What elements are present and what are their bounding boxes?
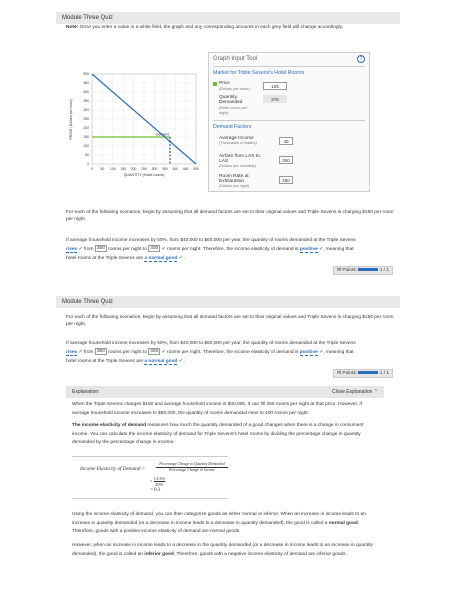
- price-legend-icon: [213, 82, 217, 86]
- q2-direction-select[interactable]: rises: [66, 350, 78, 355]
- demand-chart[interactable]: [66, 68, 206, 200]
- inferior-good-term: inferior good: [144, 551, 174, 557]
- points-icon: ✉: [337, 268, 342, 273]
- price-input[interactable]: 125: [263, 82, 287, 90]
- airfare-label: Airfare from LAX to LAS: [219, 154, 260, 164]
- x-tick-label: 100: [109, 167, 116, 171]
- check-icon: ✓: [319, 247, 324, 252]
- explanation-p4-c: . Therefore, goods with a negative income elasticity of demand are inferior goods.: [173, 551, 347, 557]
- question-2: If average household income increases by 50%, from $40,000 to $60,000 per year, the quantity of rooms demanded at the Triple Sevens rises ✓ from 350 rooms per night to 400 ✓ rooms per night. Therefore, the income elasticity of demand is positive ✓, meaning that hotel rooms at the Triple Sevens are a normal good ✓ .: [66, 341, 356, 364]
- normal-good-term: normal good: [328, 520, 358, 526]
- y-tick-label: 400: [83, 90, 89, 95]
- check-icon: ✓: [319, 350, 324, 355]
- formula-lhs-text: Income Elasticity of Demand: [80, 466, 141, 472]
- divider: [213, 120, 365, 121]
- income-unit: (Thousands of dollars): [219, 141, 257, 145]
- q2-meaning: , meaning that: [323, 350, 354, 355]
- formula-fraction: [156, 462, 228, 472]
- note-label: Note:: [66, 25, 79, 30]
- formula-lhs: Income Elasticity of Demand =: [80, 466, 146, 472]
- quantity-value: 375: [263, 95, 287, 103]
- quiz-header: [56, 12, 400, 24]
- explanation-p3-a: Using the income elasticity of demand, you can then categorize goods as either normal or inferior. When an increase in income leads to an increase in quantity demanded (or a decrease in income leads to a decrease in quantity demanded), the good is called a: [72, 512, 366, 526]
- quiz-header: [56, 296, 400, 308]
- points-label: Points:: [342, 268, 358, 273]
- q1-mid: rooms per night to: [108, 247, 147, 252]
- x-tick-label: 200: [130, 167, 137, 171]
- airfare-unit: (Dollars per roundtrip): [219, 164, 256, 168]
- question-1: If average household income increases by 50%, from $40,000 to $60,000 per year, the quantity of rooms demanded at the Triple Sevens rises ✓ from 350 rooms per night to 400 ✓ rooms per night. Therefore, the income elasticity of demand is positive ✓, meaning that hotel rooms at the Triple Sevens are a normal good ✓ .: [66, 238, 356, 261]
- roomrate-input[interactable]: 250: [279, 176, 293, 184]
- explanation-p2-rest: measures how much the quantity demanded of a good changes when there is a change in consumers' income. You can calculate the income elasticity of demand for Triple Sevens's hotel rooms by dividing the percentage change in quantity demanded by the percentage change in income:: [72, 423, 365, 446]
- x-axis-label: QUANTITY (Hotel rooms): [123, 173, 165, 177]
- formula-step: = $\frac{13.3\%}{40\%}$: [150, 476, 165, 487]
- y-tick-label: 450: [83, 81, 89, 86]
- explanation-p3: [72, 511, 378, 537]
- x-tick-label: 150: [120, 167, 127, 171]
- airfare-input[interactable]: 250: [279, 156, 293, 164]
- price-label: Price: [219, 81, 230, 86]
- y-tick-label: 50: [85, 153, 89, 158]
- formula-step-den: 40%: [155, 482, 164, 487]
- divider: [213, 66, 365, 67]
- note: [66, 25, 396, 30]
- quantity-unit: (Hotel rooms per night): [219, 106, 248, 115]
- x-tick-label: 400: [172, 167, 179, 171]
- roomrate-label: Room Rate at Exhilaration: [219, 174, 249, 184]
- points-badge: [333, 266, 393, 275]
- q1-meaning: , meaning that: [323, 247, 354, 252]
- y-tick-label: 100: [83, 144, 89, 149]
- help-icon[interactable]: [357, 55, 365, 63]
- explanation-p3-c: . Therefore, goods with a positive income elasticity of demand are normal goods.: [72, 520, 360, 535]
- q1-from: from: [83, 247, 94, 252]
- q2-good-type-select[interactable]: a normal good: [144, 359, 178, 364]
- q1-value1-input[interactable]: 350: [96, 246, 105, 252]
- q2-sign-select[interactable]: positive: [299, 350, 318, 355]
- q1-tail: rooms per night. Therefore, the income elasticity of demand is: [166, 247, 299, 252]
- points-label: Points:: [342, 371, 358, 376]
- q1-direction-select[interactable]: rises: [66, 247, 78, 252]
- quiz-title: Module Three Quiz: [62, 299, 113, 305]
- q2-value1-input[interactable]: 350: [96, 349, 105, 355]
- close-explanation-label: Close Explanation: [332, 389, 373, 395]
- q2-tail: rooms per night. Therefore, the income elasticity of demand is: [166, 350, 299, 355]
- x-tick-label: 50: [100, 167, 105, 171]
- y-tick-label: 500: [83, 72, 89, 77]
- check-icon: ✓: [178, 359, 183, 364]
- formula-denominator: Percentage Change in Income: [156, 467, 228, 472]
- income-elasticity-term: The income elasticity of demand: [72, 423, 147, 428]
- q2-line3: hotel rooms at the Triple Sevens are: [66, 359, 144, 364]
- q1-sign-select[interactable]: positive: [299, 247, 318, 252]
- income-input[interactable]: 40: [279, 137, 293, 145]
- price-unit: (Dollars per room): [219, 87, 250, 91]
- formula-numerator: Percentage Change in Quantity Demanded: [159, 462, 225, 466]
- formula-result: = 0.3: [150, 488, 161, 493]
- x-tick-label: 300: [151, 167, 158, 171]
- explanation-header: [66, 386, 384, 398]
- quiz-title: Module Three Quiz: [62, 15, 113, 21]
- roomrate-unit: (Dollars per night): [219, 184, 250, 188]
- points-bar: [358, 371, 378, 374]
- q2-value2-input[interactable]: 400: [150, 349, 159, 355]
- y-axis-label: PRICE (Dollars per room): [69, 98, 73, 140]
- q2-from: from: [83, 350, 94, 355]
- y-tick-label: 200: [83, 126, 89, 131]
- note-text: Once you enter a value in a white field, the graph and any corresponding amounts in each grey field will change accordingly.: [79, 25, 343, 30]
- formula-step-num: 13.3%: [153, 476, 165, 481]
- y-tick-label: 300: [83, 108, 89, 113]
- explanation-p4: [72, 542, 378, 559]
- quantity-label: Quantity Demanded: [219, 95, 243, 105]
- points-value: 1 / 1: [379, 371, 390, 376]
- close-explanation-button[interactable]: [332, 389, 378, 395]
- y-tick-label: 150: [83, 135, 89, 140]
- demand-point-label: Demand: [156, 132, 169, 137]
- x-tick-label: 500: [193, 167, 199, 171]
- explanation-p1: When the Triple Sevens charges $150 and average household income is $40,000, it can fill 350 rooms per night at that price. However, if average household income increases to $60,000, the quantity of rooms demanded rises to 400 rooms per night.: [72, 402, 362, 416]
- y-tick-label: 350: [83, 99, 89, 104]
- q1-line1: If average household income increases by 50%, from $40,000 to $60,000 per year, the quantity of rooms demanded at the Triple Sevens: [66, 238, 356, 243]
- y-tick-label: 250: [83, 117, 89, 122]
- q1-value2-input[interactable]: 400: [150, 246, 159, 252]
- q2-line1: If average household income increases by 50%, from $40,000 to $60,000 per year, the quantity of rooms demanded at the Triple Sevens: [66, 341, 356, 346]
- check-icon: ✓: [161, 247, 166, 252]
- check-icon: ✓: [161, 350, 166, 355]
- points-badge: [333, 369, 393, 378]
- q2-mid: rooms per night to: [108, 350, 147, 355]
- check-icon: ✓: [78, 247, 83, 252]
- formula-result-value: 0.3: [154, 488, 161, 493]
- formula-top-rule: [72, 456, 228, 457]
- check-icon: ✓: [178, 256, 183, 261]
- q1-line3: hotel rooms at the Triple Sevens are: [66, 256, 144, 261]
- explanation-p4-a: However, when an increase in income leads to a decrease in the quantity demanded (or a decrease in income leads to an increase in quantity demanded), the good is called an: [72, 543, 373, 557]
- points-bar: [358, 268, 378, 271]
- graph-input-tool-title: Graph Input Tool: [213, 56, 258, 62]
- help-icon-glyph: ?: [359, 56, 363, 62]
- q1-good-type-select[interactable]: a normal good: [144, 256, 178, 261]
- factors-title: Demand Factors: [213, 124, 252, 130]
- question-intro: For each of the following scenarios, begin by assuming that all demand factors are set to their original values and Triple Sevens is charging $150 per room per night.: [66, 210, 394, 222]
- explanation-title: Explanation:: [72, 389, 100, 395]
- x-tick-label: 0: [91, 167, 93, 171]
- explanation-p2: [72, 422, 378, 448]
- points-icon: ✉: [337, 371, 342, 376]
- points-value: 1 / 1: [379, 268, 390, 273]
- graph-input-tool: [208, 52, 370, 192]
- question-intro: For each of the following scenarios, begin by assuming that all demand factors are set to their original values and Triple Sevens is charging $150 per room per night.: [66, 315, 394, 327]
- formula-bottom-rule: [72, 498, 228, 499]
- x-tick-label: 250: [141, 167, 147, 171]
- y-tick-label: 0: [87, 162, 89, 167]
- market-title: Market for Triple Sevens's Hotel Rooms: [213, 70, 305, 76]
- x-tick-label: 450: [182, 167, 189, 171]
- x-tick-label: 350: [161, 167, 168, 171]
- chevron-up-icon: ⌃: [373, 389, 378, 395]
- check-icon: ✓: [78, 350, 83, 355]
- income-label: Average Income: [219, 136, 254, 141]
